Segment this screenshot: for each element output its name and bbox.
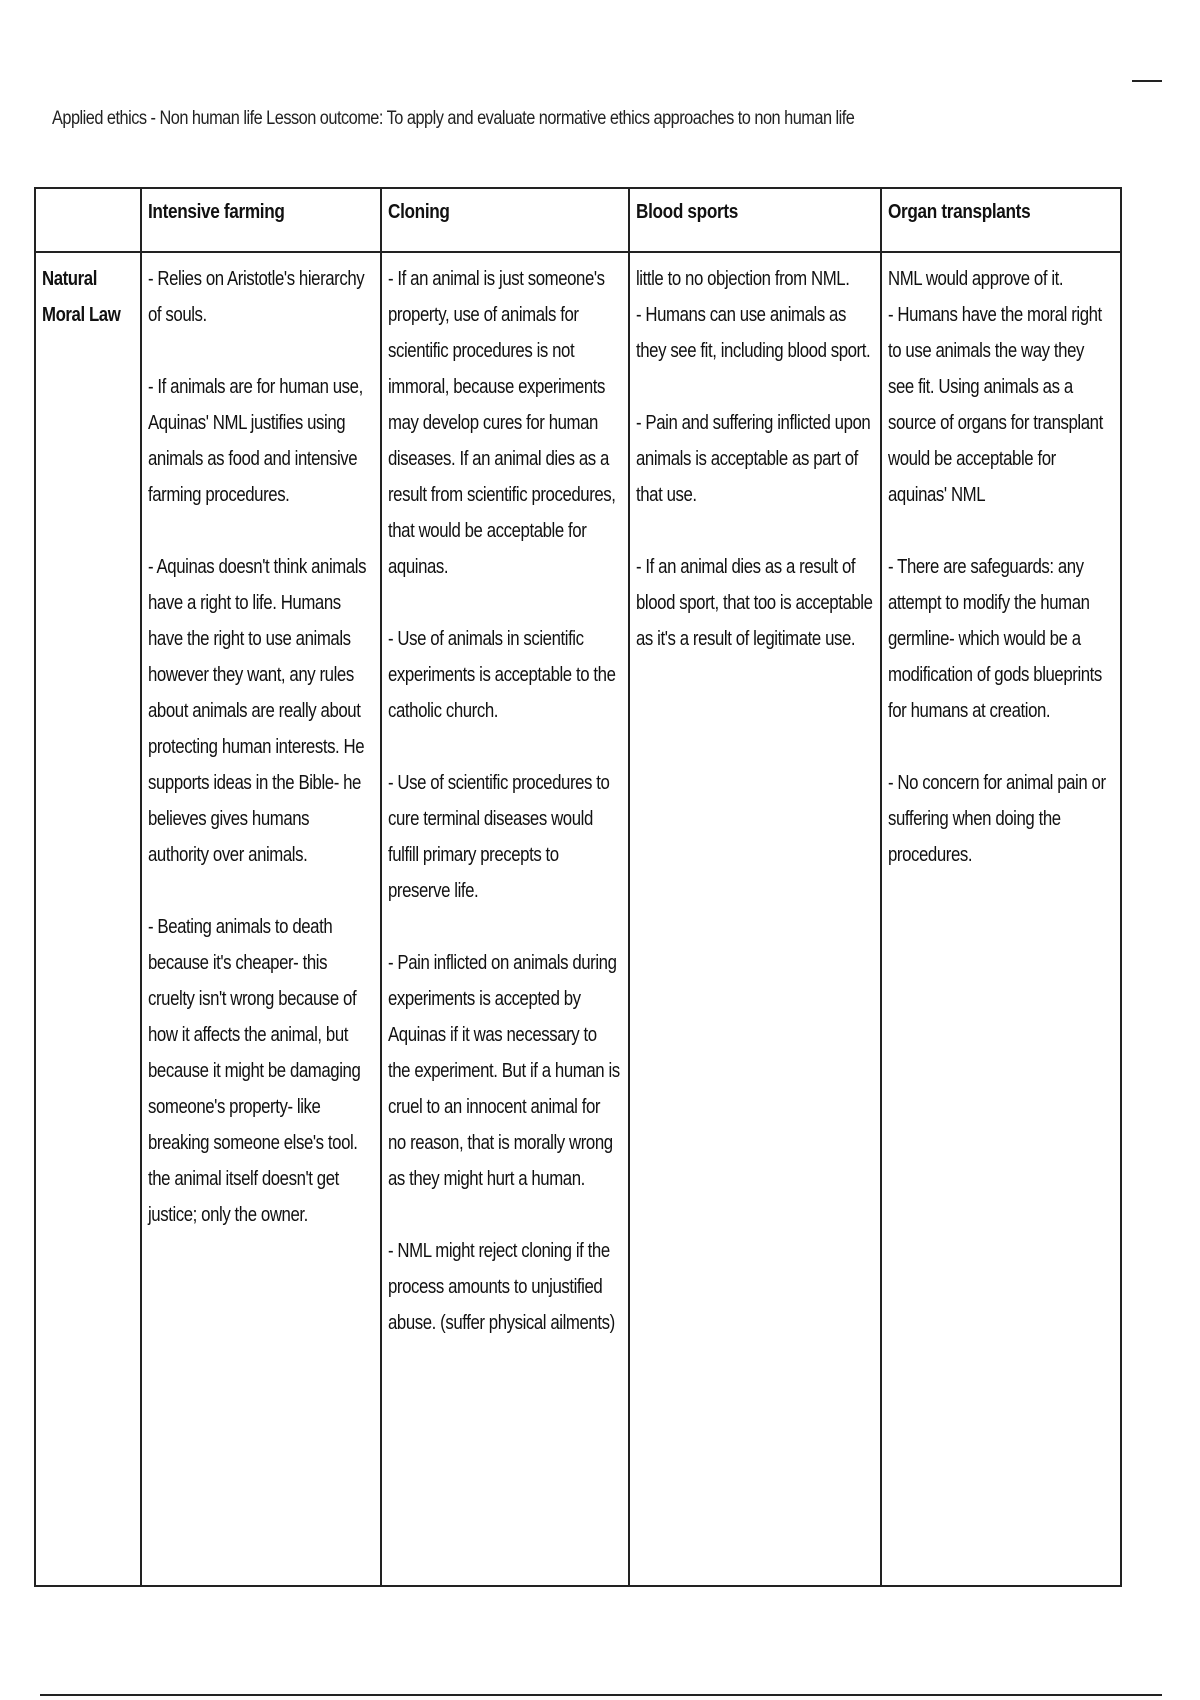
cell-cloning: [381, 252, 629, 1586]
paragraph: - Pain and suffering inflicted upon animals is acceptable as part of that use.: [636, 412, 871, 506]
paragraph: - If an animal is just someone's property, use of animals for scientific procedures is not immoral, because experiments may develop cures for human diseases. If an animal dies as a result from scientific procedures, that would be acceptable for aquinas.: [388, 268, 616, 578]
paragraph: - Use of animals in scientific experiments is acceptable to the catholic church.: [388, 628, 616, 722]
corner-cell: [35, 188, 141, 252]
header-row: [35, 188, 1121, 252]
paragraph: - Pain inflicted on animals during experiments is accepted by Aquinas if it was necessary to the experiment. But if a human is cruel to an innocent animal for no reason, that is morally wrong as they might hurt a human.: [388, 952, 620, 1190]
minimize-dash: [1132, 80, 1162, 82]
bottom-rule: [40, 1694, 1162, 1696]
cell-blood-sports: [629, 252, 881, 1586]
paragraph: NML would approve of it. - Humans have the moral right to use animals the way they see fit. Using animals as a source of organs for transplant would be acceptable for aquinas' NML: [888, 268, 1103, 506]
row-label: Natural Moral Law: [42, 268, 121, 326]
column-header-cloning: [381, 188, 629, 252]
paragraph: - Relies on Aristotle's hierarchy of souls.: [148, 268, 365, 326]
paragraph: - NML might reject cloning if the process amounts to unjustified abuse. (suffer physical ailments): [388, 1240, 615, 1334]
paragraph: - Beating animals to death because it's cheaper- this cruelty isn't wrong because of how it affects the animal, but because it might be damaging someone's property- like breaking someone else's tool. the animal itself doesn't get justice; only the owner.: [148, 916, 361, 1226]
paragraph: - If an animal dies as a result of blood sport, that too is acceptable as it's a result of legitimate use.: [636, 556, 873, 650]
paragraph: - Aquinas doesn't think animals have a right to life. Humans have the right to use animals however they want, any rules about animals are really about protecting human interests. He supports ideas in the Bible- he believes gives humans authority over animals.: [148, 556, 367, 866]
paragraph: - If animals are for human use, Aquinas' NML justifies using animals as food and intensive farming procedures.: [148, 376, 363, 506]
table-row-natural-moral-law: [35, 252, 1121, 1586]
column-header-organ-transplants: [881, 188, 1121, 252]
column-header-blood-sports: [629, 188, 881, 252]
cell-organ-transplants: [881, 252, 1121, 1586]
paragraph: little to no objection from NML. - Humans can use animals as they see fit, including blood sport.: [636, 268, 871, 362]
row-label-cell: [35, 252, 141, 1586]
column-header-intensive-farming: [141, 188, 381, 252]
column-header-label: Cloning: [388, 201, 450, 223]
ethics-table: [34, 187, 1122, 1587]
paragraph: - No concern for animal pain or suffering when doing the procedures.: [888, 772, 1106, 866]
lesson-header: Applied ethics - Non human life Lesson outcome: To apply and evaluate normative ethics approaches to non human life: [52, 108, 855, 129]
column-header-label: Blood sports: [636, 201, 738, 223]
paragraph: - Use of scientific procedures to cure terminal diseases would fulfill primary precepts to preserve life.: [388, 772, 610, 902]
cell-intensive-farming: [141, 252, 381, 1586]
paragraph: - There are safeguards: any attempt to modify the human germline- which would be a modification of gods blueprints for humans at creation.: [888, 556, 1102, 722]
column-header-label: Organ transplants: [888, 201, 1031, 223]
column-header-label: Intensive farming: [148, 201, 285, 223]
